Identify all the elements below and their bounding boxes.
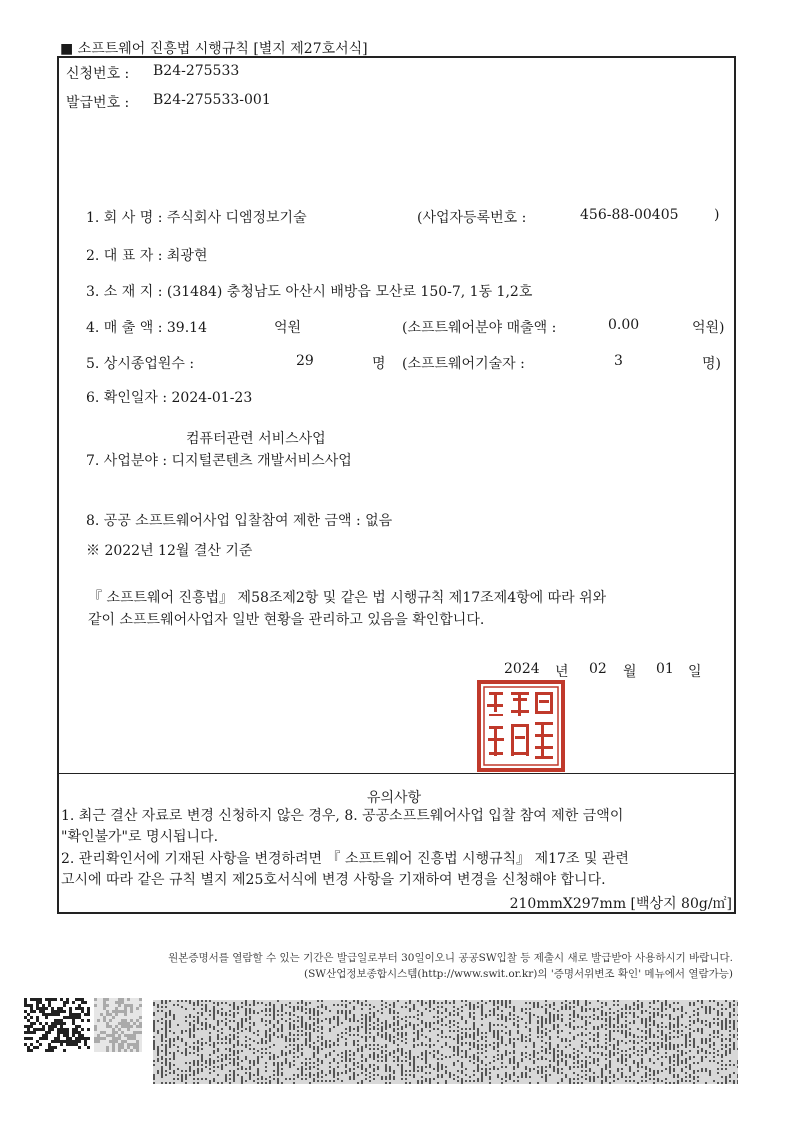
sw-sales-unit: 억원) <box>692 320 725 336</box>
issue-day-unit: 일 <box>688 664 702 680</box>
form-title: ■ 소프트웨어 진흥법 시행규칙 [별지 제27호서식] <box>60 41 368 57</box>
notice-line-3: 2. 관리확인서에 기재된 사항을 변경하려면 『 소프트웨어 진흥법 시행규칙』 제17조 및 관련 <box>61 851 629 867</box>
application-number: B24-275533 <box>153 63 240 79</box>
business-field-1: 컴퓨터관련 서비스사업 <box>186 431 326 447</box>
sales-unit: 억원 <box>274 320 302 336</box>
footer-line-1: 원본증명서를 열람할 수 있는 기간은 발급일로부터 30일이오니 공공SW입찰 등 제출시 새로 발급받아 사용하시기 바랍니다. <box>168 952 733 964</box>
settlement-basis: ※ 2022년 12월 결산 기준 <box>86 543 253 559</box>
paper-spec: 210mmX297mm [백상지 80g/㎡] <box>509 896 732 912</box>
footer-line-2: (SW산업정보종합시스템(http://www.swit.or.kr)의 '증명서위변조 확인' 메뉴에서 열람가능) <box>304 968 733 980</box>
issue-number-label: 발급번호 : <box>66 95 130 111</box>
sw-tech-label: (소프트웨어기술자 : <box>402 356 525 372</box>
business-reg-label: (사업자등록번호 : <box>417 210 527 226</box>
verification-code <box>24 998 142 1052</box>
sw-sales-value: 0.00 <box>608 317 640 333</box>
issue-month: 02 <box>589 661 607 677</box>
issue-month-unit: 월 <box>623 664 637 680</box>
notice-line-4: 고시에 따라 같은 규칙 별지 제25호서식에 변경 사항을 기재하여 변경을 신청해야 합니다. <box>61 872 606 888</box>
sales-amount: 4. 매 출 액 : 39.14 <box>86 320 207 336</box>
ceo-name: 2. 대 표 자 : 최광현 <box>86 248 208 264</box>
business-field: 7. 사업분야 : 디지털콘텐츠 개발서비스사업 <box>86 453 352 469</box>
issue-year-unit: 년 <box>555 664 569 680</box>
certificate-box <box>57 56 736 914</box>
sw-tech-unit: 명) <box>702 356 721 372</box>
address: 3. 소 재 지 : (31484) 충청남도 아산시 배방읍 모산로 150-7, 1동 1,2호 <box>86 284 533 300</box>
sw-tech-count: 3 <box>614 353 623 369</box>
statement-line-1: 『 소프트웨어 진흥법』 제58조제2항 및 같은 법 시행규칙 제17조제4항에 따라 위와 <box>88 590 607 606</box>
business-reg-number: 456-88-00405 <box>580 207 679 223</box>
notice-divider <box>57 773 736 774</box>
employee-unit: 명 <box>372 356 386 372</box>
business-reg-close: ) <box>714 207 720 223</box>
company-name: 1. 회 사 명 : 주식회사 디엠정보기술 <box>86 210 307 226</box>
confirm-date: 6. 확인일자 : 2024-01-23 <box>86 390 253 406</box>
notice-title: 유의사항 <box>367 790 422 806</box>
notice-line-2: "확인불가"로 명시됩니다. <box>61 829 219 845</box>
anti-forgery-pattern <box>153 1000 738 1084</box>
official-seal <box>477 680 565 772</box>
issue-number: B24-275533-001 <box>153 92 271 108</box>
bid-limit: 8. 공공 소프트웨어사업 입찰참여 제한 금액 : 없음 <box>86 513 393 529</box>
application-number-label: 신청번호 : <box>66 66 130 82</box>
issue-year: 2024 <box>504 661 540 677</box>
employee-count: 29 <box>296 353 314 369</box>
issue-day: 01 <box>656 661 674 677</box>
notice-line-1: 1. 최근 결산 자료로 변경 신청하지 않은 경우, 8. 공공소프트웨어사업 입찰 참여 제한 금액이 <box>61 808 624 824</box>
employee-count-label: 5. 상시종업원수 : <box>86 356 195 372</box>
statement-line-2: 같이 소프트웨어사업자 일반 현황을 관리하고 있음을 확인합니다. <box>88 612 485 628</box>
sw-sales-label: (소프트웨어분야 매출액 : <box>402 320 557 336</box>
